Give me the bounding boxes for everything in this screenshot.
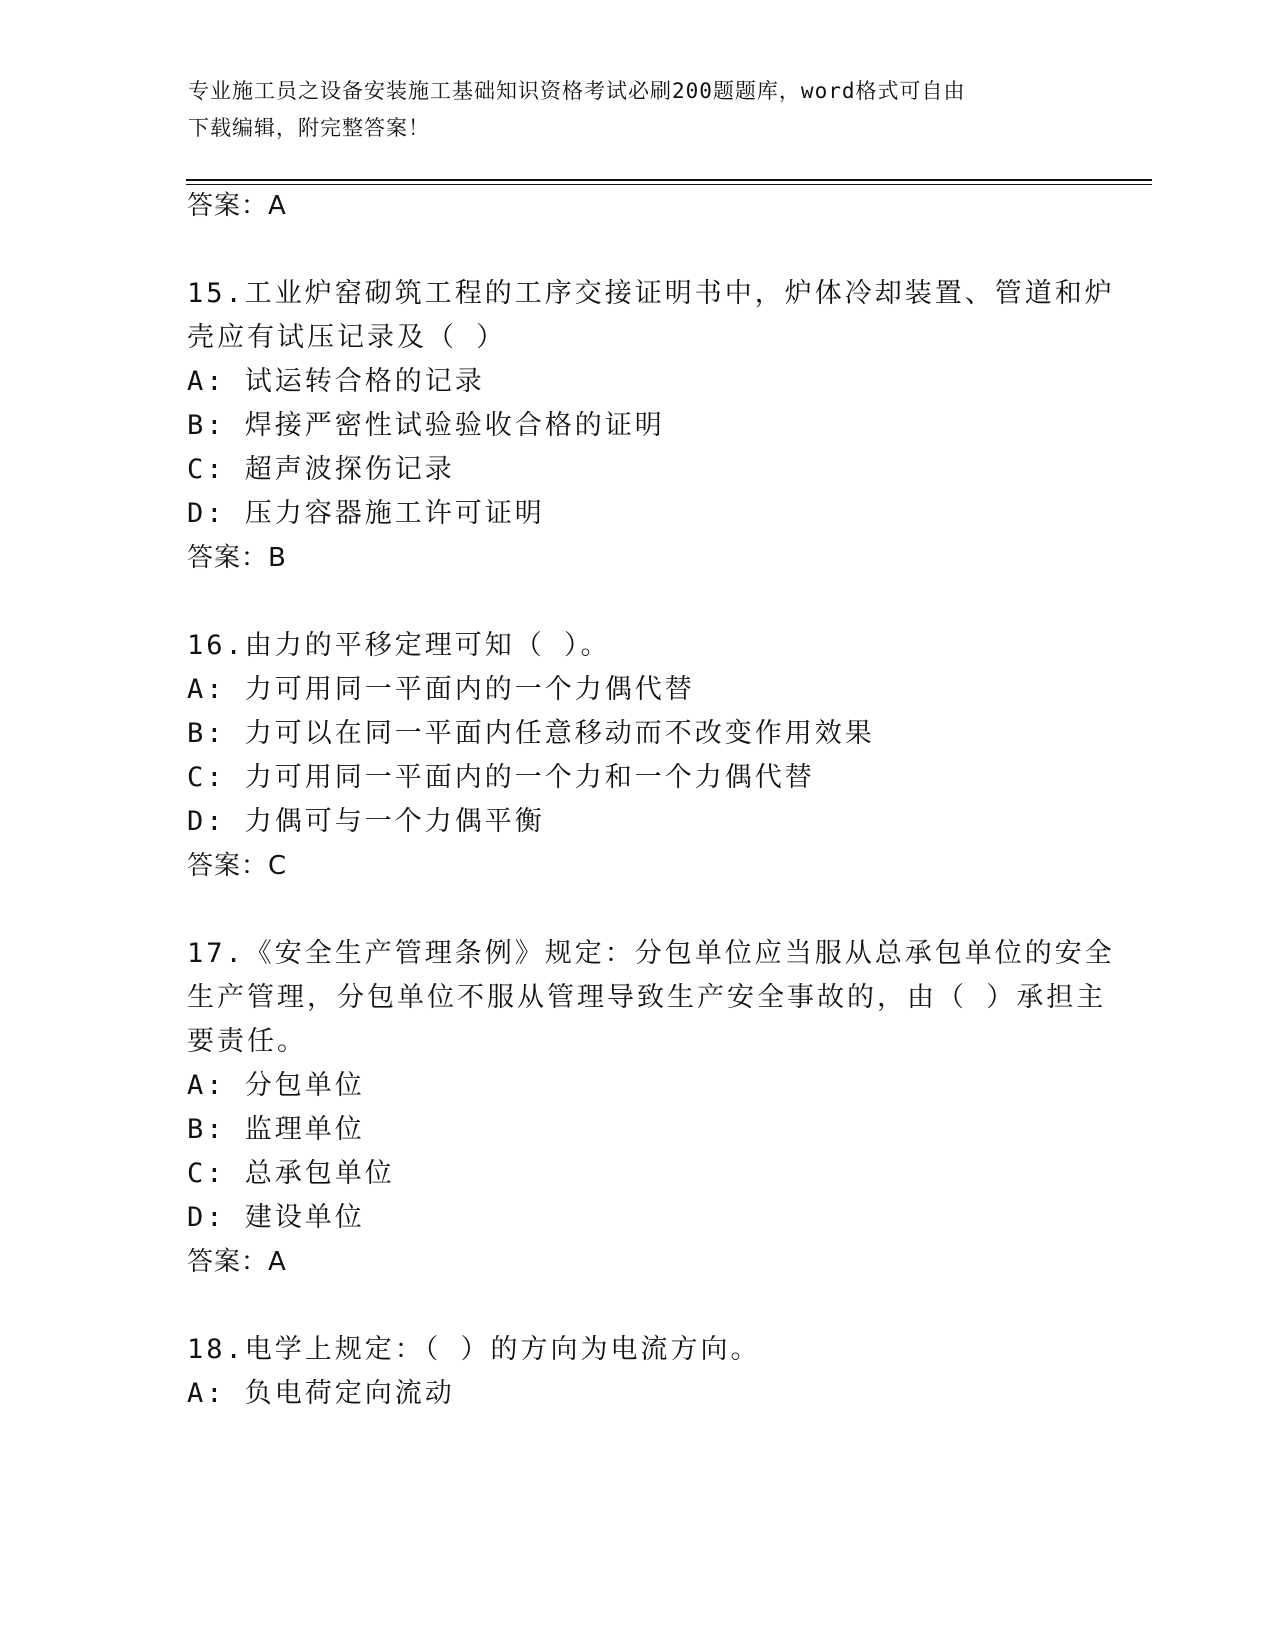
question-17-option-b: B: 监理单位	[187, 1114, 365, 1145]
question-16-option-b: B: 力可以在同一平面内任意移动而不改变作用效果	[187, 718, 875, 749]
question-17-option-c: C: 总承包单位	[187, 1158, 395, 1189]
question-17-stem-line-3: 要责任。	[187, 1026, 307, 1057]
question-16-stem-line-1: 16.由力的平移定理可知（ ）。	[187, 630, 611, 661]
document-header	[188, 73, 1068, 147]
question-15-option-a: A: 试运转合格的记录	[187, 366, 485, 397]
header-divider-thin	[186, 184, 1152, 185]
question-15-stem-line-1: 15.工业炉窑砌筑工程的工序交接证明书中，炉体冷却装置、管道和炉	[187, 278, 1115, 309]
question-15-answer: 答案：B	[187, 543, 287, 573]
question-17-option-a: A: 分包单位	[187, 1070, 365, 1101]
question-18-stem-line-1: 18.电学上规定：（ ）的方向为电流方向。	[187, 1334, 761, 1365]
question-16-answer: 答案：C	[187, 851, 288, 881]
question-17-answer: 答案：A	[187, 1247, 287, 1277]
answer-previous: 答案：A	[187, 191, 287, 221]
question-15-option-c: C: 超声波探伤记录	[187, 454, 455, 485]
question-16-option-d: D: 力偶可与一个力偶平衡	[187, 806, 545, 837]
question-15-stem-line-2: 壳应有试压记录及（ ）	[187, 322, 507, 353]
question-16-option-a: A: 力可用同一平面内的一个力偶代替	[187, 674, 695, 705]
question-15-option-b: B: 焊接严密性试验验收合格的证明	[187, 410, 665, 441]
question-16-option-c: C: 力可用同一平面内的一个力和一个力偶代替	[187, 762, 815, 793]
question-17-option-d: D: 建设单位	[187, 1202, 365, 1233]
question-17-stem-line-2: 生产管理，分包单位不服从管理导致生产安全事故的，由（ ）承担主	[187, 982, 1107, 1013]
question-18-option-a: A: 负电荷定向流动	[187, 1378, 455, 1409]
header-line-1: 专业施工员之设备安装施工基础知识资格考试必刷200题题库，word格式可自由	[188, 79, 966, 103]
question-17-stem-line-1: 17.《安全生产管理条例》规定：分包单位应当服从总承包单位的安全	[187, 938, 1115, 969]
header-line-2: 下载编辑，附完整答案！	[188, 116, 430, 140]
question-15-option-d: D: 压力容器施工许可证明	[187, 498, 545, 529]
header-divider-thick	[186, 179, 1152, 181]
